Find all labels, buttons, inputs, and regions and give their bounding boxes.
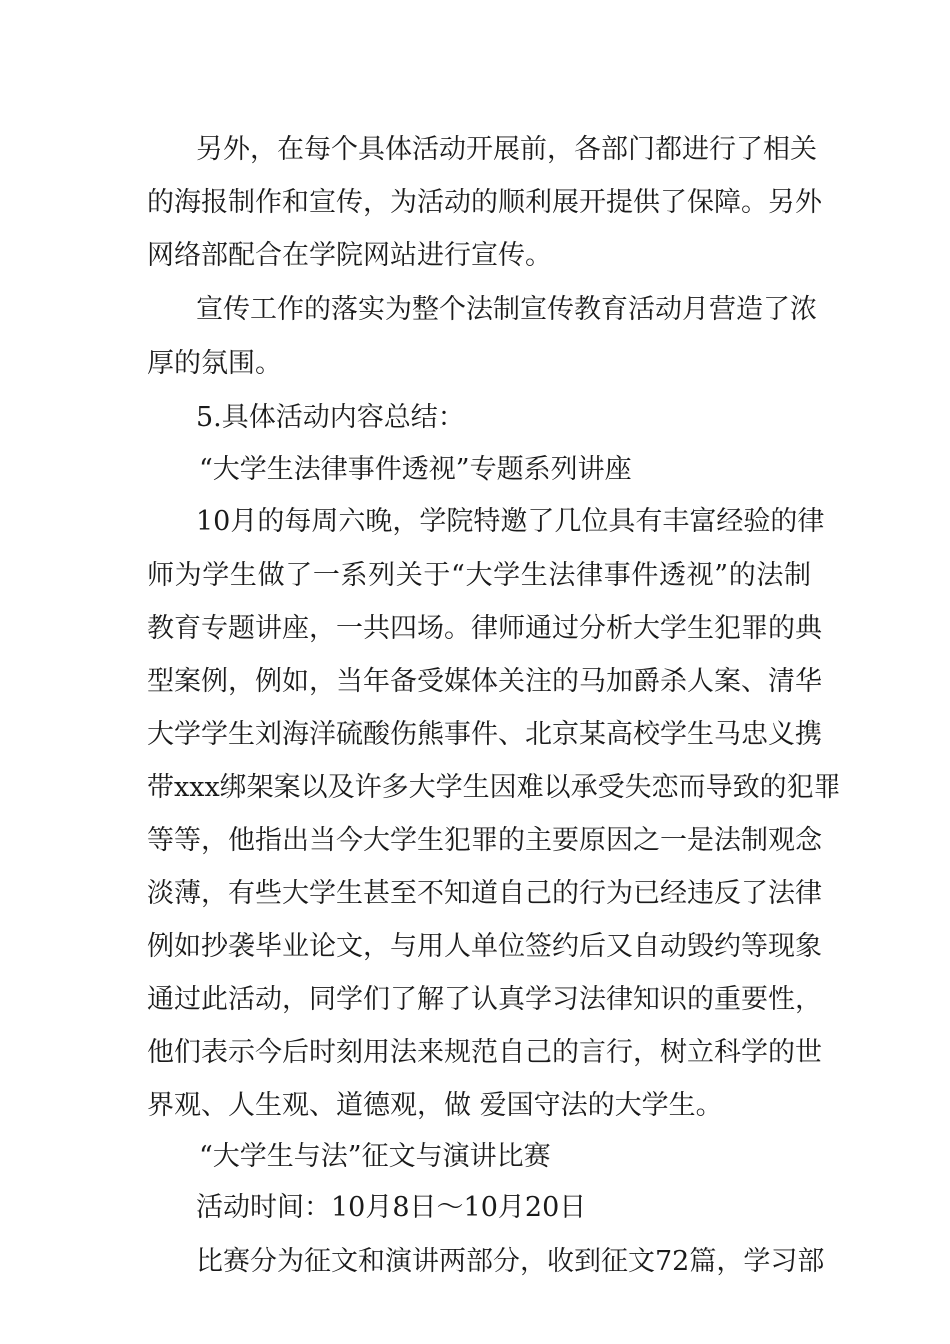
- paragraph-line: 网络部配合在学院网站进行宣传。: [147, 240, 552, 271]
- activity-time: 活动时间：10月8日～10月20日: [196, 1192, 587, 1223]
- subsection-title: “大学生与法”征文与演讲比赛: [199, 1141, 551, 1172]
- paragraph-line: 宣传工作的落实为整个法制宣传教育活动月营造了浓: [196, 294, 817, 325]
- document-body: [147, 123, 841, 1289]
- paragraph-line: 等等，他指出当今大学生犯罪的主要原因之一是法制观念: [147, 825, 822, 856]
- paragraph-line: 带xxx绑架案以及许多大学生因难以承受失恋而导致的犯罪: [147, 772, 841, 803]
- paragraph-line: 比赛分为征文和演讲两部分，收到征文72篇，学习部: [196, 1246, 825, 1277]
- paragraph-line: 大学学生刘海洋硫酸伤熊事件、北京某高校学生马忠义携: [147, 719, 822, 750]
- paragraph-line: 厚的氛围。: [147, 348, 282, 379]
- paragraph-line: 例如抄袭毕业论文，与用人单位签约后又自动毁约等现象: [147, 931, 822, 962]
- subsection-title: “大学生法律事件透视”专题系列讲座: [199, 454, 632, 485]
- paragraph-line: 教育专题讲座，一共四场。律师通过分析大学生犯罪的典: [147, 613, 822, 644]
- paragraph-line: 10月的每周六晚，学院特邀了几位具有丰富经验的律: [196, 506, 825, 537]
- paragraph-line: 的海报制作和宣传，为活动的顺利展开提供了保障。另外: [147, 187, 822, 218]
- paragraph-line: 另外，在每个具体活动开展前，各部门都进行了相关: [196, 134, 817, 165]
- paragraph-line: 淡薄，有些大学生甚至不知道自己的行为已经违反了法律: [147, 878, 822, 909]
- section-heading: 5.具体活动内容总结：: [196, 402, 465, 433]
- paragraph-line: 界观、人生观、道德观，做 爱国守法的大学生。: [147, 1090, 723, 1121]
- paragraph-line: 通过此活动，同学们了解了认真学习法律知识的重要性，: [147, 984, 822, 1015]
- paragraph-line: 他们表示今后时刻用法来规范自己的言行，树立科学的世: [147, 1037, 822, 1068]
- paragraph-line: 师为学生做了一系列关于“大学生法律事件透视”的法制: [147, 560, 811, 591]
- paragraph-line: 型案例，例如，当年备受媒体关注的马加爵杀人案、清华: [147, 666, 822, 697]
